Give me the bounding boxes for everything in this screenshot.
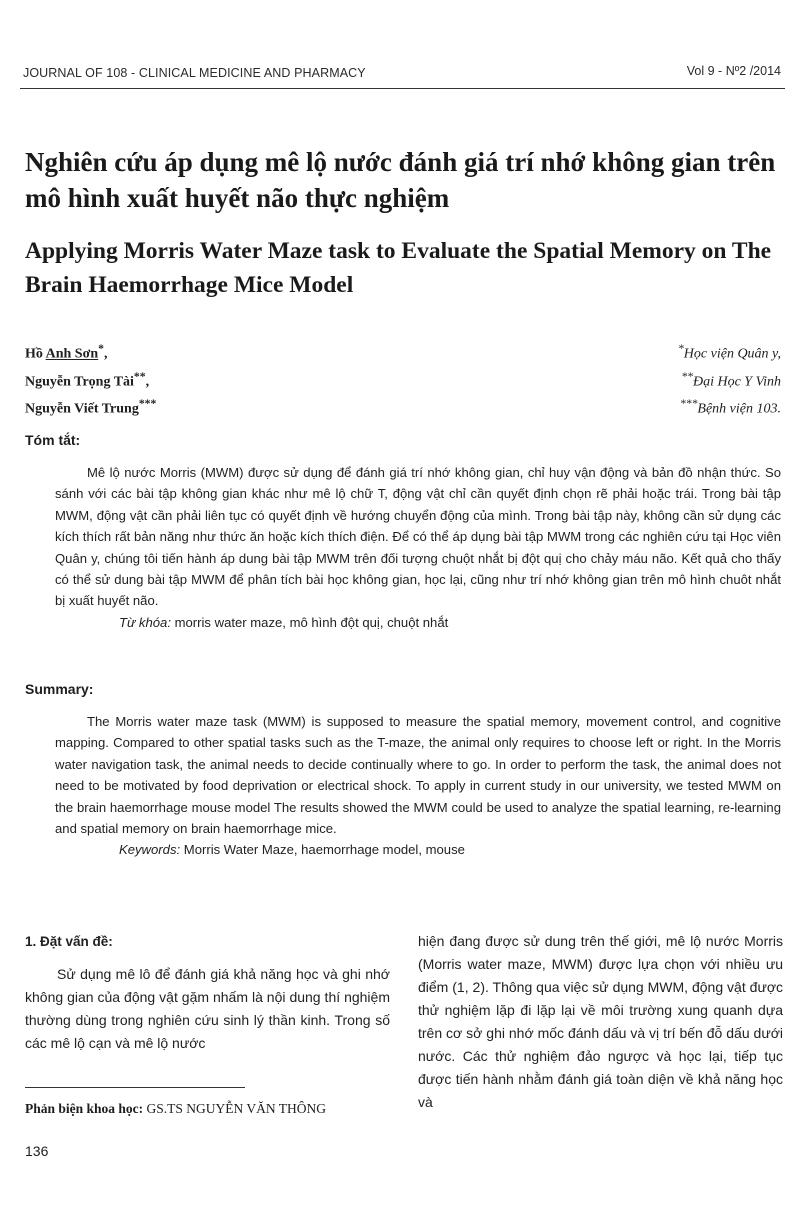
section-1-heading: 1. Đặt vấn đề:: [25, 934, 113, 949]
footnote-label: Phản biện khoa học:: [25, 1101, 144, 1116]
footnote-text: GS.TS NGUYỄN VĂN THÔNG: [143, 1101, 327, 1116]
keywords-en-text: Morris Water Maze, haemorrhage model, mouse: [183, 842, 465, 858]
author-1-mark: *: [98, 342, 104, 355]
affiliation-1-text: Học viện Quân y,: [683, 346, 781, 362]
abstract-vi-keywords: [55, 612, 781, 633]
affiliation-1: [678, 338, 781, 366]
author-list: [25, 338, 156, 421]
section-1-right-text: hiện đang được sử dung trên thế giới, mê lộ nước Morris (Morris water maze, MWM) được lựa chọn với nhiều ưu điểm (1, 2). Thông qua việc sử dụng MWM, động vật được thử nghiệm lặp đi lặp lại về môi trường xung quanh dựa trên cơ sở ghi nhớ mốc đánh dấu và vị trí bến đỗ dấu dưới nước. Các thử nghiệm đảo ngược và học lại, tiếp tục được tiến hành nhằm đánh giá toàn diện về khả năng học và: [418, 933, 783, 1110]
affiliation-3-text: Bệnh viện 103.: [697, 401, 781, 417]
author-1-sep: ,: [103, 346, 108, 362]
abstract-en-body: The Morris water maze task (MWM) is supposed to measure the spatial memory, movement control, and cognitive mapping. Compared to other spatial tasks such as the T-maze, the animal only requires to choose left or right. In the Morris water navigation task, the animal needs to decide continually where to go. In order to perform the task, the animal does not need to be motivated by food deprivation or electrical shock. To apply in current study in our university, we tested MWM on the brain haemorrhage mouse model The results showed the MWM could be used to analyze the spatial learning, re-learning and spatial memory on brain haemorrhage mice.: [55, 714, 781, 837]
title-english: Applying Morris Water Maze task to Evaluate the Spatial Memory on The Brain Haemorrhage Mice Model: [25, 238, 772, 298]
author-3: [25, 393, 156, 421]
footnote: [25, 1101, 326, 1117]
author-3-name: Nguyễn Viết Trung: [25, 401, 139, 417]
page-number: 136: [25, 1143, 49, 1159]
footnote-rule: [25, 1087, 245, 1088]
affiliation-3-mark: ***: [679, 397, 698, 411]
abstract-vi-body: Mê lộ nước Morris (MWM) được sử dụng để đánh giá trí nhớ không gian, chỉ huy vận động và bản đồ nhận thức. So sánh với các bài tập không gian khác như mê lộ chữ T, động vật chỉ cần quyết định chọn rẽ phải hoặc trái. Trong bài tập MWM, động vật cần phải liên tục có quyết định về hướng chuyển động của mình. Trong bài tập này, không cần sử dụng các kích thích rất bản năng như thức ăn hoặc kích thích điện. Để có thể áp dụng bài tập MWM trong các nghiên cứu tại Học viên Quân y, chúng tôi tiến hành áp dung bài tập MWM trên đối tượng chuột nhắt bị đột quị cho chảy máu não. Kết quả cho thấy có thể sử dung bài tập MWM để phân tích bài học không gian, học lại, cũng như trí nhớ không gian trên mô hình chuôt nhắt bị xuất huyết não.: [55, 465, 781, 609]
affiliation-2-mark: **: [681, 369, 693, 383]
author-3-mark: ***: [138, 397, 157, 411]
journal-name: JOURNAL OF 108 - CLINICAL MEDICINE AND PHARMACY: [23, 66, 366, 80]
keywords-vi-label: Từ khóa:: [119, 614, 171, 630]
abstract-vi: [55, 462, 781, 633]
abstract-en: [55, 711, 781, 861]
author-2-mark: **: [133, 369, 146, 383]
column-left: [25, 930, 390, 1055]
keywords-vi-text: morris water maze, mô hình đột quị, chuột nhắt: [174, 614, 449, 630]
affiliation-1-mark: *: [677, 342, 684, 355]
affiliation-2-text: Đại Học Y Vinh: [692, 374, 781, 390]
volume-issue: Vol 9 - Nº2 /2014: [686, 64, 781, 78]
header-rule: [20, 88, 785, 89]
author-2: [25, 366, 156, 394]
author-2-name: Nguyễn Trọng Tài: [25, 374, 134, 390]
section-1-left-text: Sử dụng mê lô để đánh giá khả năng học và ghi nhớ không gian của động vật gặm nhấm là nội dung thí nghiệm thường dùng trong nghiên cứu sinh lý thần kinh. Trong số các mê lộ cạn và mê lộ nước: [25, 966, 390, 1051]
author-1: [25, 338, 156, 366]
title-vietnamese: Nghiên cứu áp dụng mê lộ nước đánh giá trí nhớ không gian trên mô hình xuất huyết não thực nghiệm: [25, 147, 776, 213]
affiliation-3: [678, 393, 781, 421]
abstract-en-heading: Summary:: [25, 681, 94, 697]
keywords-en-label: Keywords:: [119, 842, 181, 858]
affiliation-2: [678, 366, 781, 394]
author-1-name-b: Anh Sơn: [45, 346, 99, 362]
author-1-name-a: Hồ: [25, 346, 46, 362]
author-2-sep: ,: [145, 374, 150, 390]
affiliation-list: [678, 338, 781, 421]
running-header: [23, 66, 783, 84]
abstract-en-keywords: [55, 839, 781, 860]
abstract-vi-heading: Tóm tắt:: [25, 432, 81, 448]
column-right: [418, 930, 783, 1114]
